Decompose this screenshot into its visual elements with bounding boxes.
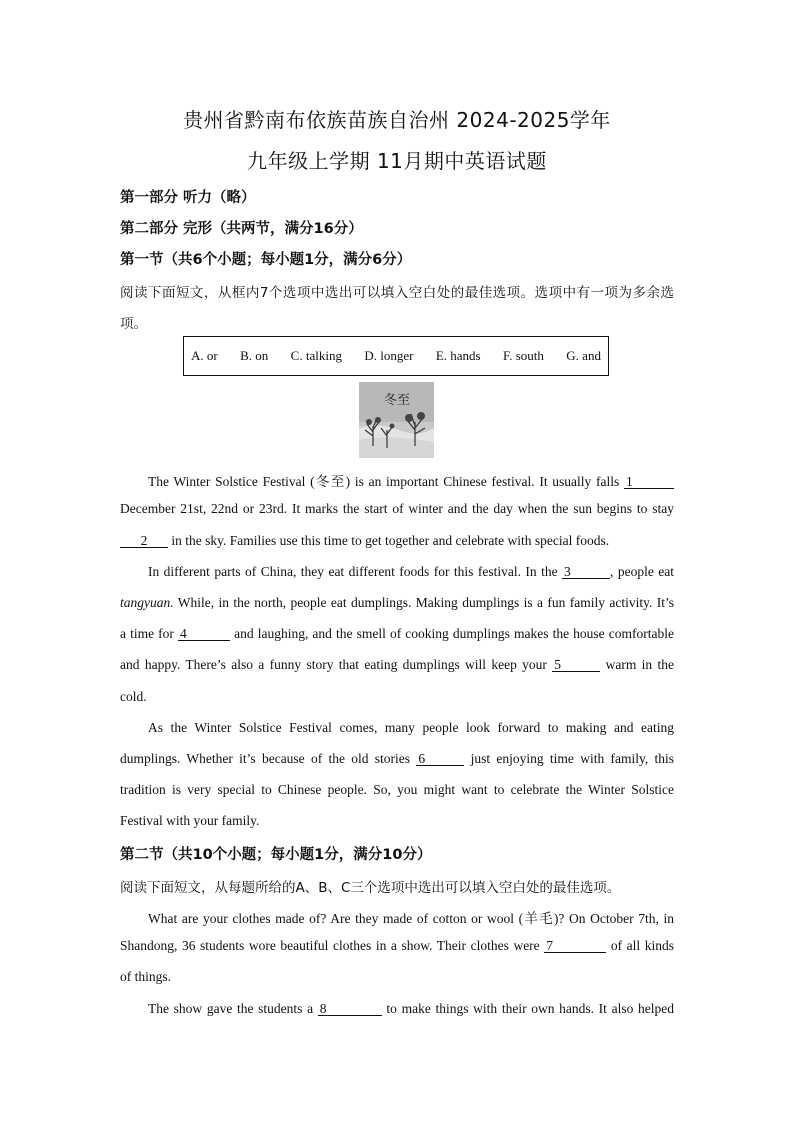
blank-2: 2	[120, 534, 168, 548]
blank-7: 7	[544, 939, 606, 953]
p3-line-3: tradition is very special to Chinese people. So, you might want to celebrate the Winter Solstice	[120, 782, 674, 797]
instruction-1-line-1: 阅读下面短文，从框内7个选项中选出可以填入空白处的最佳选项。选项中有一项为多余选	[120, 285, 674, 301]
p2-text: , people eat	[610, 564, 674, 579]
p1-line-1	[148, 470, 674, 490]
image-caption: 冬至	[383, 393, 411, 408]
option-f: F. south	[503, 348, 544, 363]
tangyuan-word: tangyuan.	[120, 595, 174, 610]
p4-line-3: of things.	[120, 969, 172, 984]
blank-1: 1	[624, 475, 674, 489]
p5-text: The show gave the students a	[148, 1001, 318, 1016]
options-box	[183, 336, 609, 376]
title-line-1: 贵州省黔南布依族苗族自治州 2024-2025学年	[183, 108, 611, 132]
instruction-1-line-2: 项。	[120, 316, 147, 332]
winter-solstice-image	[359, 382, 434, 458]
p2-text: warm in the	[600, 657, 674, 672]
option-e: E. hands	[435, 348, 481, 363]
p2-text: and laughing, and the smell of cooking dumplings makes the house comfortable	[230, 626, 674, 641]
part1-heading: 第一部分 听力（略）	[120, 190, 256, 206]
p2-text: and happy. There’s also a funny story that eating dumplings will keep your	[120, 657, 553, 672]
p3-line-4: Festival with your family.	[120, 813, 260, 828]
p1-line-2: December 21st, 22nd or 23rd. It marks the start of winter and the day when the sun begins to stay	[120, 501, 674, 516]
p3-text: dumplings. Whether it’s because of the old stories	[120, 751, 417, 766]
blank-4: 4	[178, 627, 230, 641]
p2-text: In different parts of China, they eat different foods for this festival. In the	[148, 564, 563, 579]
p5-text: to make things with their own hands. It also helped	[381, 1001, 675, 1016]
p5-line-1	[148, 1001, 674, 1017]
p3-line-1: As the Winter Solstice Festival comes, many people look forward to making and eating	[148, 720, 674, 735]
title-line-2: 九年级上学期 11月期中英语试题	[247, 149, 547, 173]
option-b: B. on	[240, 348, 269, 363]
part2-heading: 第二部分 完形（共两节，满分16分）	[120, 221, 363, 237]
section2-heading: 第二节（共10个小题；每小题1分，满分10分）	[120, 847, 432, 863]
p2-line-1	[148, 564, 674, 580]
option-c: C. talking	[290, 348, 342, 363]
option-a: A. or	[191, 348, 218, 363]
p2-text: While, in the north, people eat dumplings. Making dumplings is a fun family activity. It’s	[173, 595, 674, 610]
p4-text: of all kinds	[606, 938, 674, 953]
instruction-2: 阅读下面短文，从每题所给的A、B、C三个选项中选出可以填入空白处的最佳选项。	[120, 880, 621, 896]
blank-8: 8	[318, 1002, 382, 1016]
p4-line-1: What are your clothes made of? Are they made of cotton or wool (羊毛)? On October 7th, in	[148, 911, 674, 926]
p3-line-2	[120, 751, 674, 767]
p3-text: just enjoying time with family, this	[464, 751, 674, 766]
p2-text: a time for	[120, 626, 179, 641]
p2-line-3	[120, 626, 674, 642]
option-g: G. and	[566, 348, 601, 363]
p4-text: Shandong, 36 students wore beautiful clothes in a show. Their clothes were	[120, 938, 545, 953]
p1-text: in the sky. Families use this time to get together and celebrate with special foods.	[168, 533, 610, 548]
p2-line-5: cold.	[120, 689, 147, 704]
p4-line-2	[120, 938, 674, 954]
blank-5: 5	[552, 658, 600, 672]
option-d: D. longer	[364, 348, 414, 363]
p2-line-4	[120, 657, 674, 673]
blank-6: 6	[416, 752, 464, 766]
p1-text: The Winter Solstice Festival (冬至) is an important Chinese festival. It usually falls	[148, 474, 624, 489]
p2-line-2	[120, 595, 674, 611]
p1-line-3	[120, 533, 674, 549]
section1-heading: 第一节（共6个小题；每小题1分，满分6分）	[120, 252, 412, 268]
blank-3: 3	[562, 565, 610, 579]
